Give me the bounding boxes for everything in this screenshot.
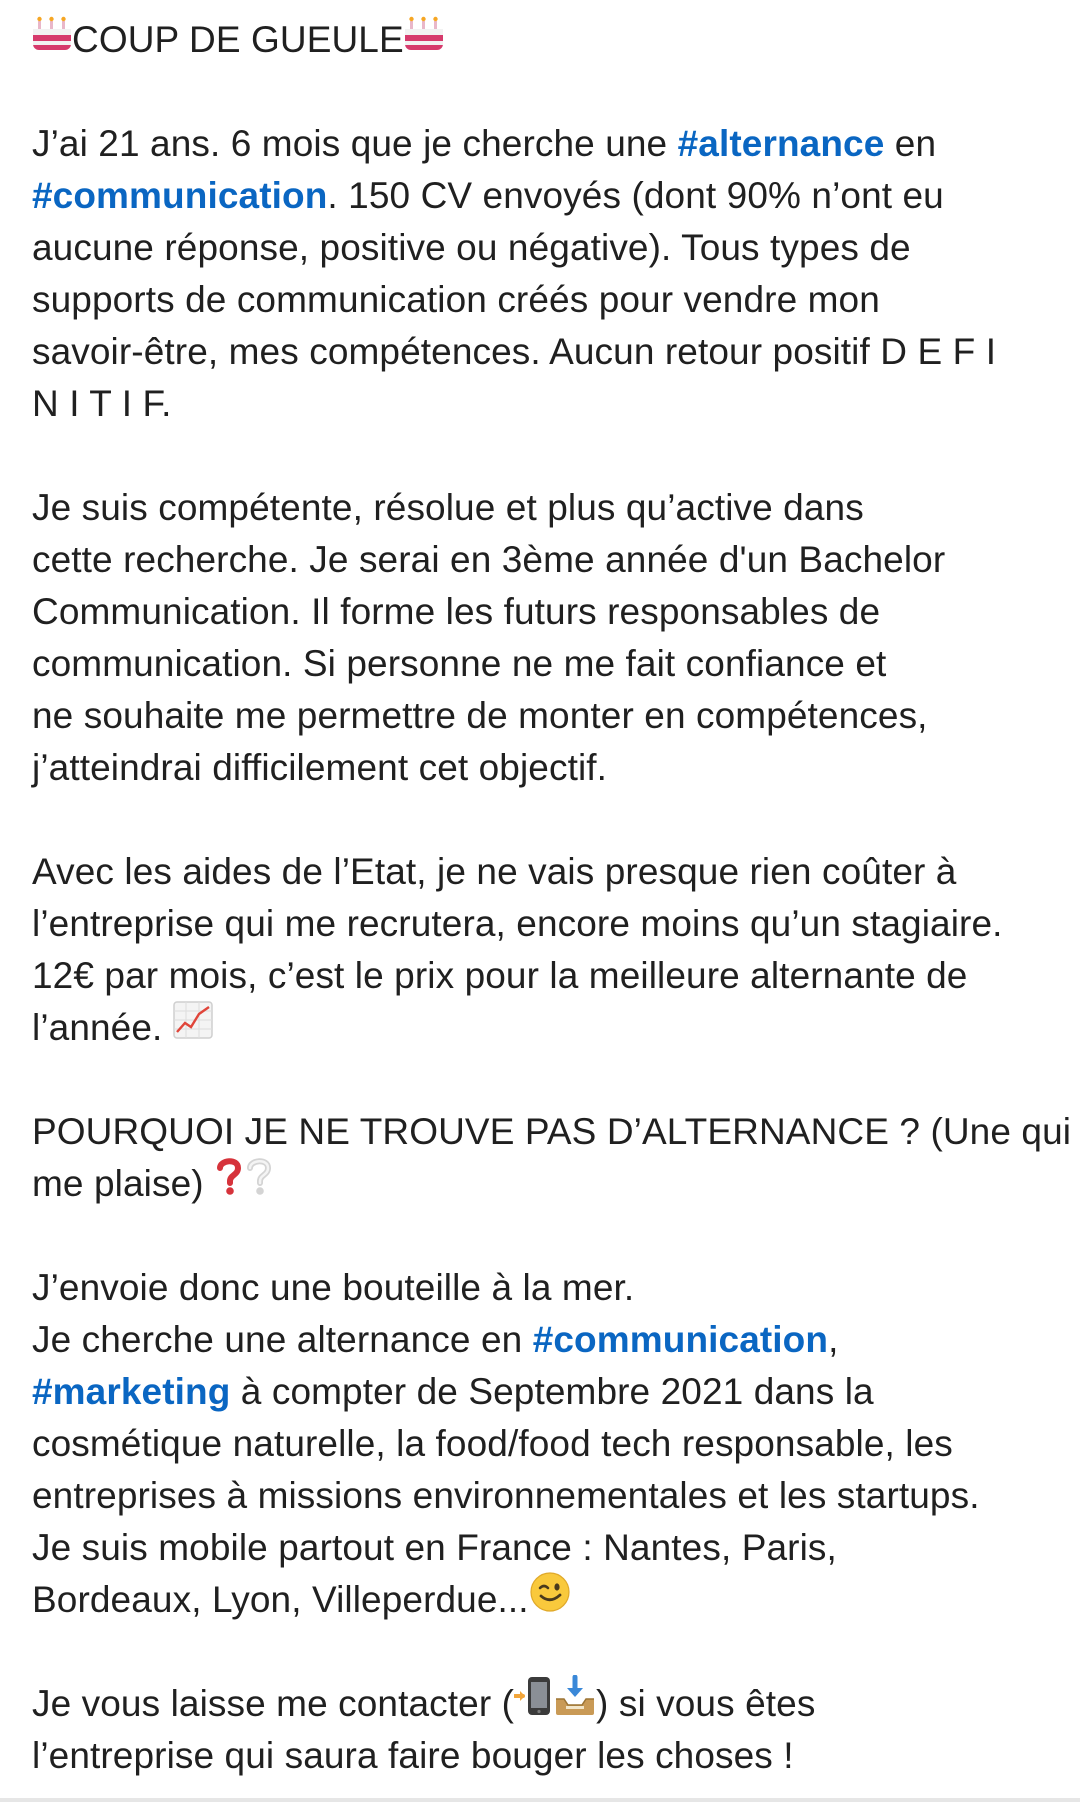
text-line: communication. Si personne ne me fait confiance et: [32, 643, 887, 684]
text-segment: ) si vous êtes: [596, 1683, 816, 1724]
text-line: [32, 1366, 1062, 1418]
text-segment: en: [884, 123, 937, 164]
text-line: aucune réponse, positive ou négative). Tous types de: [32, 227, 911, 268]
birthday-cake-icon: [404, 13, 444, 65]
text-line: [32, 1574, 1062, 1626]
text-segment: l’année.: [32, 1007, 163, 1048]
winking-face-icon: [529, 1571, 571, 1627]
text-segment: Bordeaux, Lyon, Villeperdue...: [32, 1579, 529, 1620]
text-segment: . 150 CV envoyés (dont 90% n’ont eu: [327, 175, 944, 216]
post-body: [32, 14, 1072, 1782]
text-line: J’envoie donc une bouteille à la mer.: [32, 1267, 635, 1308]
text-line: POURQUOI JE NE TROUVE PAS D’ALTERNANCE ? (Une qui: [32, 1111, 1072, 1152]
paragraph-4: [32, 1106, 1072, 1210]
text-line: [32, 1678, 1062, 1730]
text-segment: me plaise): [32, 1163, 204, 1204]
white-question-mark-icon: [244, 1156, 274, 1210]
inbox-tray-icon: [554, 1675, 596, 1731]
text-line: l’entreprise qui saura faire bouger les choses !: [32, 1735, 794, 1776]
paragraph-6: [32, 1678, 1062, 1782]
text-line: entreprises à missions environnementales et les startups.: [32, 1475, 980, 1516]
hashtag-marketing-link[interactable]: #marketing: [32, 1371, 231, 1412]
divider: [0, 1798, 1080, 1802]
text-line: Communication. Il forme les futurs responsables de: [32, 591, 881, 632]
paragraph-1: [32, 118, 1062, 430]
text-line: supports de communication créés pour vendre mon: [32, 279, 880, 320]
paragraph-2: [32, 482, 1062, 794]
chart-increasing-icon: [173, 1001, 213, 1053]
text-line: savoir-être, mes compétences. Aucun retour positif D E F I: [32, 331, 997, 372]
text-line: [32, 170, 1062, 222]
text-line: [32, 118, 1062, 170]
text-segment: ,: [828, 1319, 839, 1360]
text-segment: à compter de Septembre 2021 dans la: [230, 1371, 874, 1412]
text-line: j’atteindrai difficilement cet objectif.: [32, 747, 608, 788]
hashtag-communication-link[interactable]: #communication: [32, 175, 328, 216]
text-segment: J’ai 21 ans. 6 mois que je cherche une: [32, 123, 678, 164]
hashtag-communication-link[interactable]: #communication: [532, 1319, 829, 1360]
post-title: COUP DE GUEULE: [72, 19, 404, 60]
paragraph-3: [32, 846, 1062, 1054]
mobile-phone-with-arrow-icon: [514, 1675, 554, 1731]
text-line: N I T I F.: [32, 383, 172, 424]
post-title-line: [32, 14, 1062, 66]
text-line: 12€ par mois, c’est le prix pour la meilleure alternante de: [32, 955, 968, 996]
text-segment: Je vous laisse me contacter (: [32, 1683, 515, 1724]
text-line: cette recherche. Je serai en 3ème année d'un Bachelor: [32, 539, 946, 580]
text-line: Je suis mobile partout en France : Nantes, Paris,: [32, 1527, 837, 1568]
text-segment: Je cherche une alternance en: [32, 1319, 533, 1360]
birthday-cake-icon: [32, 13, 72, 65]
text-line: Avec les aides de l’Etat, je ne vais presque rien coûter à: [32, 851, 957, 892]
text-line: Je suis compétente, résolue et plus qu’active dans: [32, 487, 864, 528]
hashtag-alternance-link[interactable]: #alternance: [677, 123, 885, 164]
paragraph-5: [32, 1262, 1062, 1626]
text-line: l’entreprise qui me recrutera, encore moins qu’un stagiaire.: [32, 903, 1003, 944]
text-line: [32, 1158, 1062, 1210]
text-line: [32, 1314, 1062, 1366]
red-question-mark-icon: [214, 1156, 244, 1210]
text-line: cosmétique naturelle, la food/food tech responsable, les: [32, 1423, 953, 1464]
text-line: [32, 1002, 1062, 1054]
text-line: ne souhaite me permettre de monter en compétences,: [32, 695, 928, 736]
